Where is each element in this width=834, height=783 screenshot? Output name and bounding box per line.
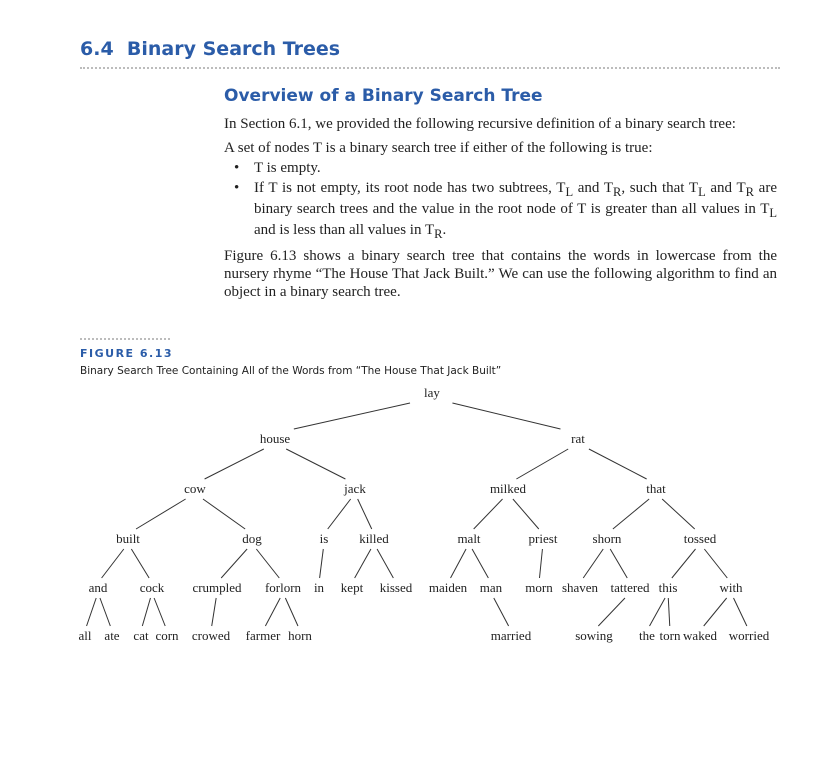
tree-node-corn: corn	[155, 628, 179, 643]
bullet-icon: •	[234, 180, 240, 196]
edge-this-torn	[668, 598, 669, 626]
edge-shorn-tattered	[610, 549, 627, 578]
tree-node-priest: priest	[528, 531, 558, 546]
edge-priest-morn	[539, 549, 542, 578]
section-title: Binary Search Trees	[126, 38, 341, 60]
tree-node-crumpled: crumpled	[192, 580, 242, 595]
figure-caption: Binary Search Tree Containing All of the Words from “The House That Jack Built”	[80, 365, 502, 377]
edge-rat-that	[589, 449, 647, 479]
tree-node-sowing: sowing	[575, 628, 613, 643]
edge-cock-cat	[142, 598, 150, 626]
tree-node-torn: torn	[659, 628, 681, 643]
paragraph-figure-ref: Figure 6.13 shows a binary search tree that contains the words in lowercase from the nursery rhyme “The House That Jack Built.” We can use the following algorithm to find an object in a binary search tree.	[224, 248, 777, 300]
edge-killed-kept	[355, 549, 371, 578]
tree-node-forlorn: forlorn	[264, 580, 302, 595]
tree-node-shaven: shaven	[561, 580, 599, 595]
edge-lay-rat	[452, 403, 560, 429]
tree-node-milked: milked	[489, 481, 527, 496]
tree-node-tossed: tossed	[683, 531, 717, 546]
tree-node-kissed: kissed	[379, 580, 413, 595]
tree-node-cow: cow	[184, 481, 206, 496]
edge-built-and	[102, 549, 124, 578]
bullet-empty-text: T is empty.	[254, 160, 321, 176]
edge-man-married	[494, 598, 509, 626]
tree-node-all: all	[78, 628, 92, 643]
edge-cow-dog	[203, 499, 245, 529]
edge-forlorn-farmer	[265, 598, 280, 626]
edge-that-shorn	[613, 499, 649, 529]
edge-with-waked	[704, 598, 727, 626]
tree-node-malt: malt	[457, 531, 481, 546]
tree-node-kept: kept	[340, 580, 364, 595]
tree-node-married: married	[490, 628, 532, 643]
tree-node-horn: horn	[288, 628, 312, 643]
tree-node-ate: ate	[104, 628, 120, 643]
edge-house-cow	[205, 449, 264, 479]
edge-milked-malt	[474, 499, 503, 529]
edge-forlorn-horn	[285, 598, 298, 626]
edge-dog-crumpled	[221, 549, 247, 578]
edge-that-tossed	[662, 499, 695, 529]
edge-lay-house	[294, 403, 410, 429]
edge-milked-priest	[513, 499, 539, 529]
tree-node-lay: lay	[424, 385, 440, 400]
edge-with-worried	[734, 598, 747, 626]
edge-house-jack	[286, 449, 345, 479]
bullet-icon: •	[234, 160, 240, 176]
tree-node-built: built	[116, 531, 140, 546]
tree-node-this: this	[658, 580, 678, 595]
edge-is-in	[320, 549, 324, 578]
tree-node-dog: dog	[242, 531, 262, 546]
edge-malt-maiden	[451, 549, 467, 578]
edge-and-all	[87, 598, 97, 626]
tree-node-worried: worried	[728, 628, 770, 643]
edge-tattered-sowing	[598, 598, 625, 626]
tree-node-crowed: crowed	[191, 628, 231, 643]
tree-node-and: and	[88, 580, 108, 595]
tree-node-man: man	[479, 580, 503, 595]
edge-dog-forlorn	[256, 549, 279, 578]
tree-node-cock: cock	[139, 580, 165, 595]
edge-crumpled-crowed	[212, 598, 216, 626]
edge-and-ate	[100, 598, 110, 626]
edge-tossed-with	[704, 549, 727, 578]
tree-node-that: that	[646, 481, 666, 496]
edge-killed-kissed	[377, 549, 393, 578]
edge-this-the	[650, 598, 666, 626]
overview-heading: Overview of a Binary Search Tree	[224, 86, 543, 106]
edge-tossed-this	[672, 549, 696, 578]
tree-node-jack: jack	[344, 481, 366, 496]
figure-label: FIGURE 6.13	[80, 347, 174, 360]
tree-node-shorn: shorn	[592, 531, 622, 546]
tree-node-killed: killed	[359, 531, 389, 546]
edge-jack-is	[328, 499, 351, 529]
tree-node-rat: rat	[571, 431, 585, 446]
edge-built-cock	[131, 549, 149, 578]
edge-rat-milked	[516, 449, 568, 479]
tree-node-house: house	[259, 431, 291, 446]
tree-node-farmer: farmer	[245, 628, 281, 643]
tree-node-is: is	[319, 531, 329, 546]
bullet-not-empty-text: If T is not empty, its root node has two subtrees, $T_L$ and $T_R$, such that $T_L$ and $T_R$ are binary search trees and the value in the root node of T is greater than all values in $T_L$ and is less than all values in $T_R$.	[254, 180, 777, 241]
tree-node-with: with	[719, 580, 743, 595]
paragraph-definition: A set of nodes T is a binary search tree if either of the following is true:	[224, 140, 653, 156]
edge-jack-killed	[358, 499, 372, 529]
tree-node-waked: waked	[683, 628, 717, 643]
tree-node-in: in	[313, 580, 325, 595]
edge-cow-built	[136, 499, 186, 529]
tree-node-cat: cat	[133, 628, 149, 643]
tree-node-the: the	[639, 628, 655, 643]
paragraph-intro: In Section 6.1, we provided the following recursive definition of a binary search tree:	[224, 116, 736, 132]
section-number: 6.4	[80, 38, 114, 60]
tree-node-tattered: tattered	[610, 580, 650, 595]
tree-node-maiden: maiden	[428, 580, 468, 595]
edge-malt-man	[472, 549, 488, 578]
edge-shorn-shaven	[583, 549, 603, 578]
tree-node-morn: morn	[525, 580, 553, 595]
edge-cock-corn	[154, 598, 165, 626]
